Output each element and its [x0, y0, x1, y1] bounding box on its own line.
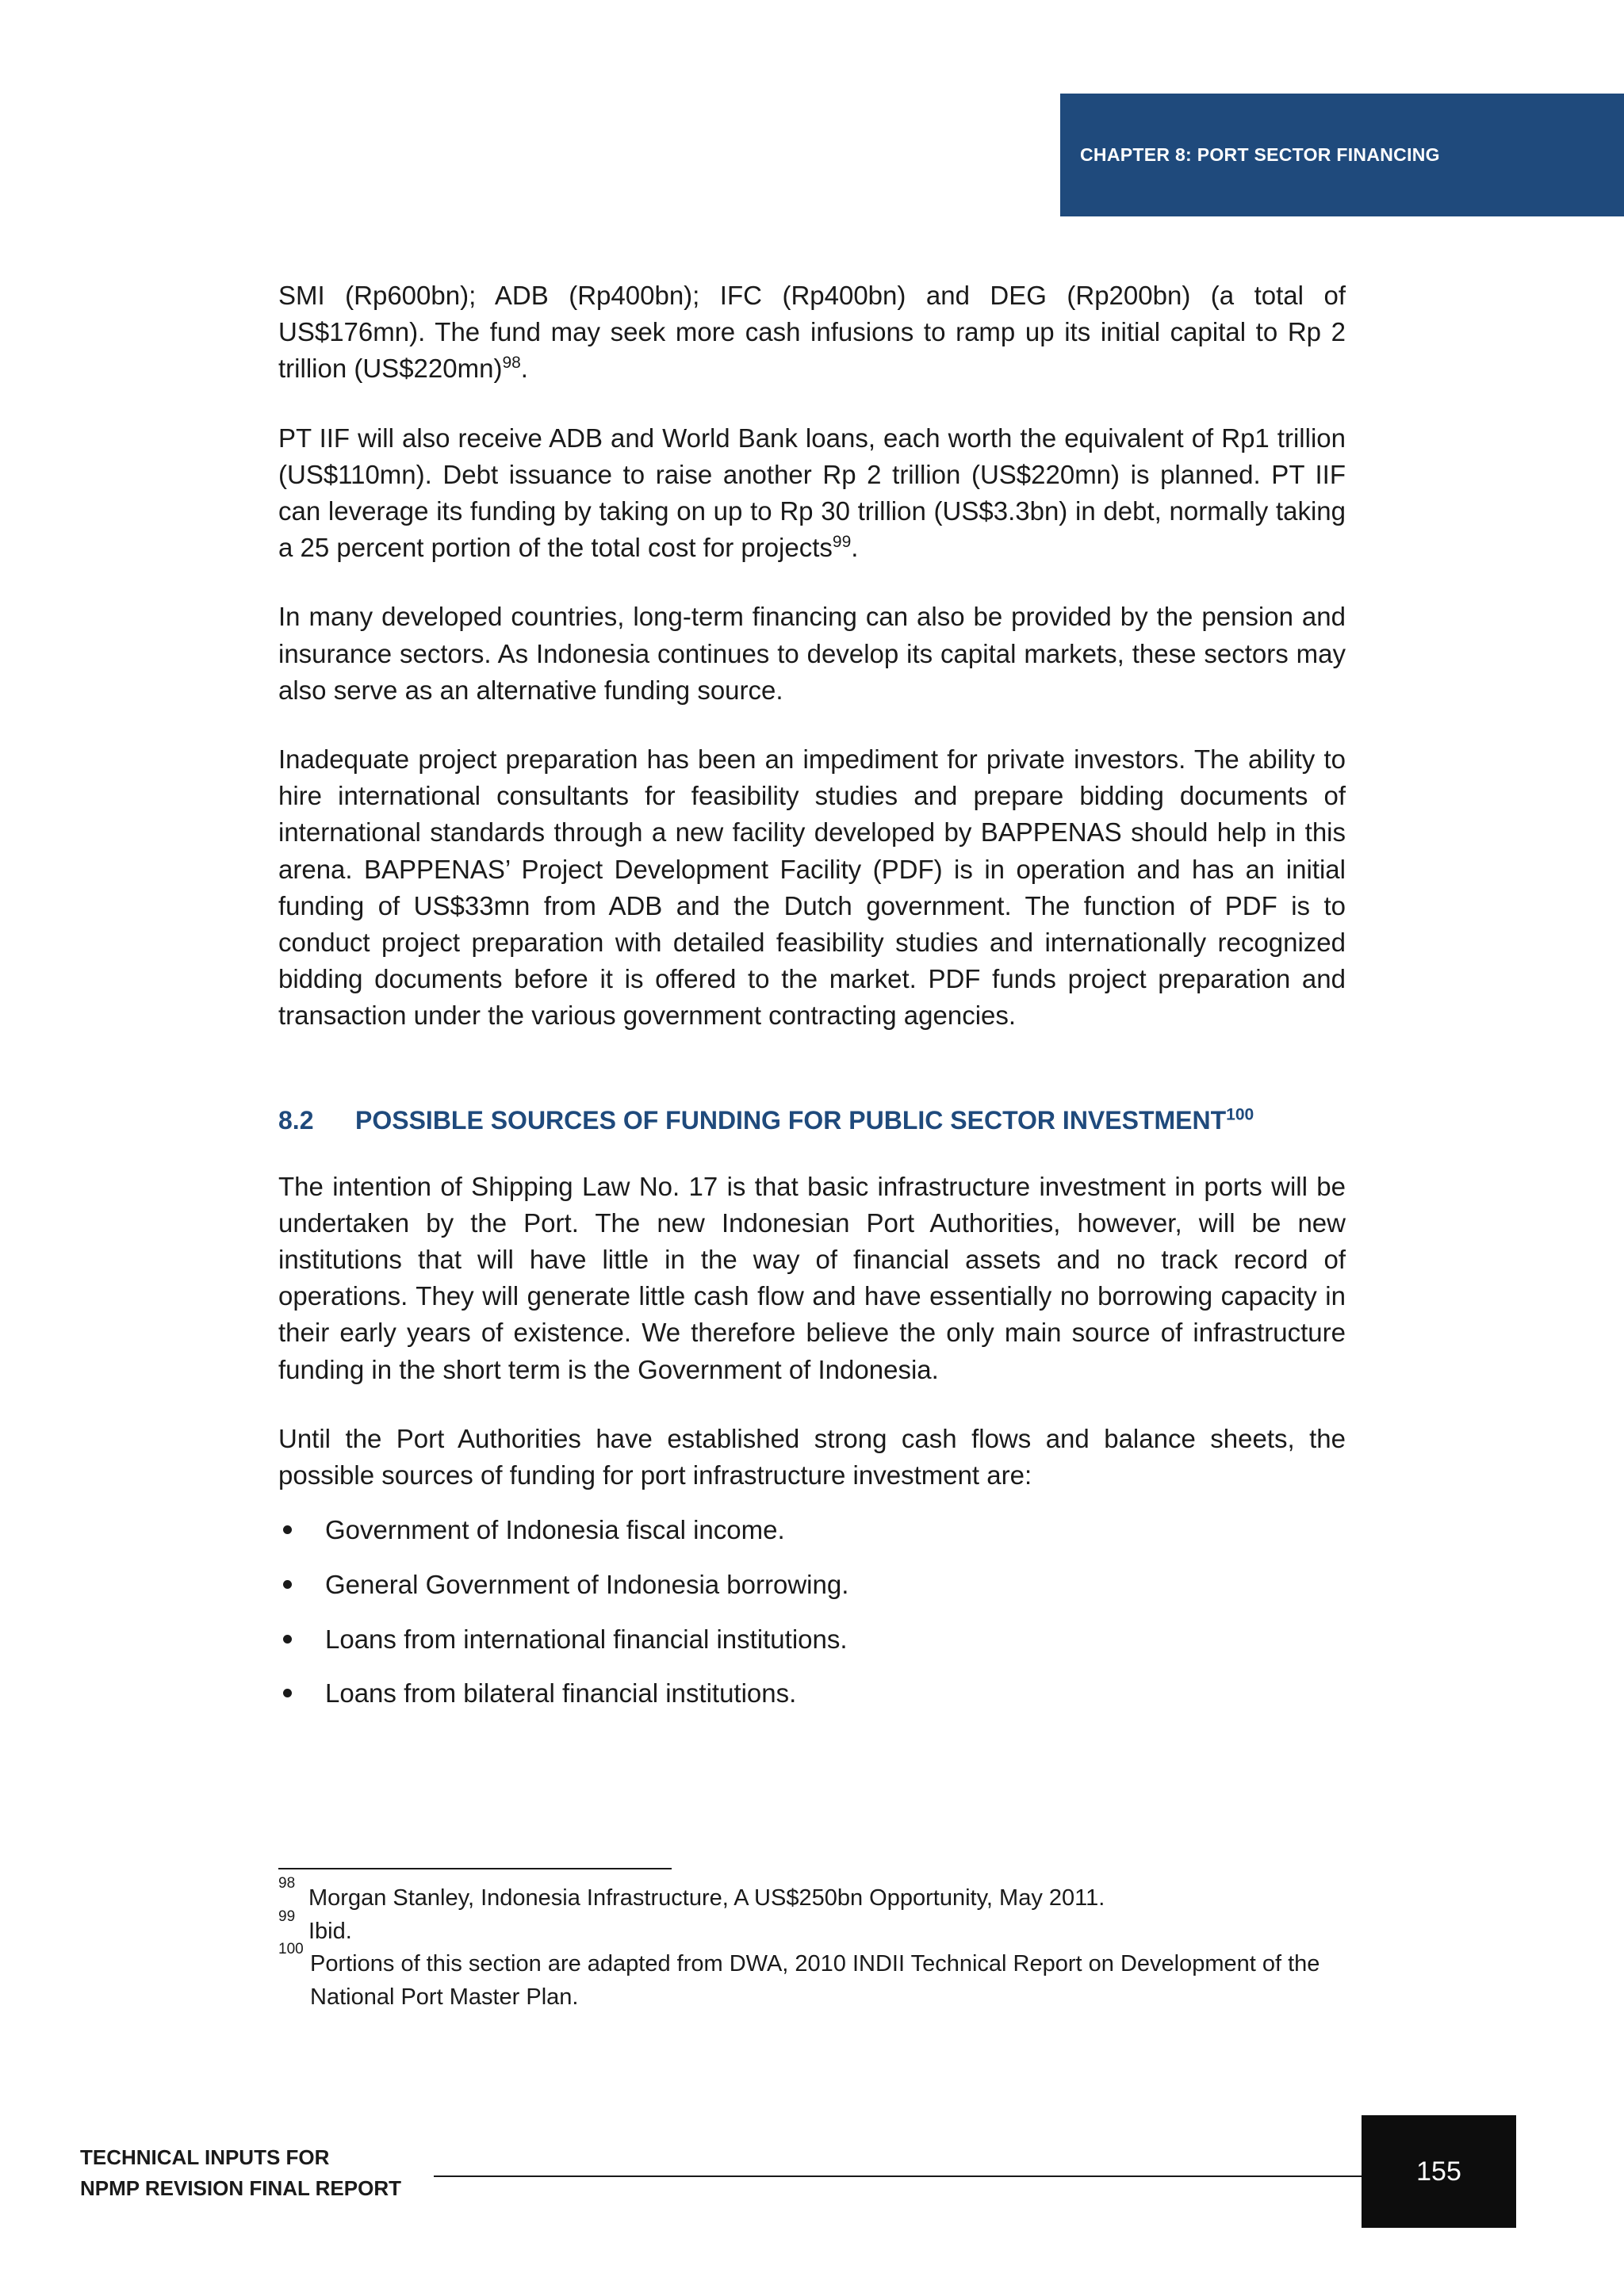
bullet-icon [283, 1580, 292, 1589]
page-body [278, 277, 1346, 1730]
chapter-header [1060, 94, 1624, 216]
paragraph: The intention of Shipping Law No. 17 is that basic infrastructure investment in ports will be undertaken by the Port. The new Indonesian Port Authorities, however, will be new institutions that will have little in the way of financial assets and no track record of operations. They will generate little cash flow and have essentially no borrowing capacity in their early years of existence. We therefore believe the only main source of infrastructure funding in the short term is the Government of Indonesia. [278, 1171, 1346, 1384]
list-item: Loans from international financial institutions. [278, 1621, 1346, 1658]
footnote-ref[interactable]: 99 [832, 533, 852, 552]
report-title: TECHNICAL INPUTS FOR NPMP REVISION FINAL REPORT [80, 2145, 401, 2200]
chapter-title: CHAPTER 8: PORT SECTOR FINANCING [1080, 144, 1440, 165]
footnote-divider [278, 1868, 672, 1869]
list-item: General Government of Indonesia borrowing. [278, 1567, 1346, 1603]
footnote: 99 Ibid. [278, 1908, 352, 1944]
footnotes [278, 1875, 1346, 2014]
paragraph: PT IIF will also receive ADB and World Bank loans, each worth the equivalent of Rp1 trillion (US$110mn). Debt issuance to raise another Rp 2 trillion (US$220mn) is planned. PT IIF can leverage its funding by taking on up to Rp 30 trillion (US$3.3bn) in debt, normally taking a 25 percent portion of the total cost for projects$^{99}$. [278, 423, 1346, 563]
bullet-icon [283, 1525, 292, 1534]
footnote-mark: 99 [278, 1908, 296, 1925]
section-heading [278, 1102, 1346, 1138]
footnote: 98 Morgan Stanley, Indonesia Infrastructure, A US$250bn Opportunity, May 2011. [278, 1875, 1105, 1911]
section-number: 8.2 [278, 1105, 314, 1135]
footnote-ref[interactable]: 100 [1226, 1105, 1254, 1123]
list-item: Government of Indonesia fiscal income. [278, 1512, 1346, 1548]
paragraph: In many developed countries, long-term financing can also be provided by the pension and insurance sectors. As Indonesia continues to develop its capital markets, these sectors may also serve as an alternative funding source. [278, 602, 1346, 705]
paragraph: Inadequate project preparation has been an impediment for private investors. The ability to hire international consultants for feasibility studies and prepare bidding documents of international standards through a new facility developed by BAPPENAS should help in this arena. BAPPENAS’ Project Development Facility (PDF) is in operation and has an initial funding of US$33mn from ADB and the Dutch government. The function of PDF is to conduct project preparation with detailed feasibility studies and internationally recognized bidding documents before it is offered to the market. PDF funds project preparation and transaction under the various government contracting agencies. [278, 744, 1346, 1031]
funding-sources-list [278, 1512, 1346, 1712]
footnote-ref[interactable]: 98 [502, 354, 521, 373]
paragraph: SMI (Rp600bn); ADB (Rp400bn); IFC (Rp400bn) and DEG (Rp200bn) (a total of US$176mn). The fund may seek more cash infusions to ramp up its initial capital to Rp 2 trillion (US$220mn)$^{98}$. [278, 281, 1346, 384]
bullet-icon [283, 1635, 292, 1644]
paragraph: Until the Port Authorities have established strong cash flows and balance sheets, the possible sources of funding for port infrastructure investment are: [278, 1423, 1346, 1490]
footnote-mark: 100 [278, 1941, 304, 1957]
list-item: Loans from bilateral financial institutions. [278, 1675, 1346, 1712]
page-number: 155 [1362, 2115, 1516, 2228]
footnote-mark: 98 [278, 1875, 296, 1892]
section-title: POSSIBLE SOURCES OF FUNDING FOR PUBLIC SECTOR INVESTMENT [355, 1105, 1227, 1135]
bullet-icon [283, 1689, 292, 1697]
footnote: 100 Portions of this section are adapted from DWA, 2010 INDII Technical Report on Development of the National Port Master Plan. [278, 1941, 1320, 2010]
footer-divider [434, 2175, 1362, 2177]
